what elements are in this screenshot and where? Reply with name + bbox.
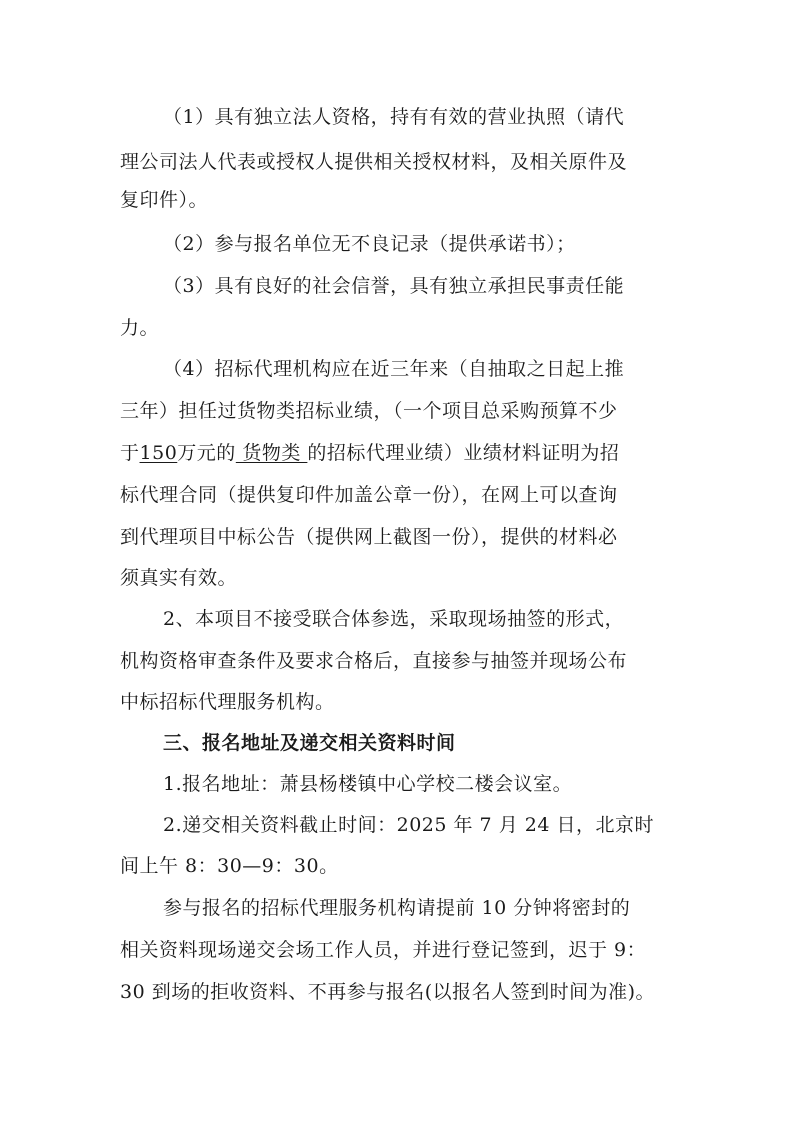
paragraph-3-line-1: （3）具有良好的社会信誉，具有独立承担民事责任能 [163, 275, 625, 297]
paragraph-4-line-5: 到代理项目中标公告（提供网上截图一份），提供的材料必 [120, 526, 618, 548]
notice-line-1: 参与报名的招标代理服务机构请提前 10 分钟将密封的 [163, 897, 631, 919]
paragraph-4-line-4: 标代理合同（提供复印件加盖公章一份），在网上可以查询 [120, 484, 618, 506]
paragraph-4-line-3 [120, 441, 619, 465]
paragraph-1-line-1: （1）具有独立法人资格，持有有效的营业执照（请代 [163, 106, 625, 128]
paragraph-3-line-2: 力。 [120, 317, 160, 339]
deadline-line-2: 间上午 8：30—9：30。 [120, 855, 339, 877]
mixed-line-unit: 万元的 [177, 442, 236, 464]
paragraph-5-line-1: 2、本项目不接受联合体参选，采取现场抽签的形式， [163, 608, 625, 630]
notice-line-2: 相关资料现场递交会场工作人员，并进行登记签到，迟于 9： [120, 939, 647, 961]
mixed-line-suffix: 的招标代理业绩）业绩材料证明为招 [307, 442, 620, 464]
paragraph-4-line-1: （4）招标代理机构应在近三年来（自抽取之日起上推 [163, 358, 625, 380]
category-underlined: 货物类 [235, 442, 308, 464]
mixed-line-prefix: 于 [120, 442, 140, 464]
address-line: 1.报名地址：萧县杨楼镇中心学校二楼会议室。 [163, 773, 573, 795]
paragraph-4-line-2: 三年）担任过货物类招标业绩，（一个项目总采购预算不少 [120, 400, 618, 422]
paragraph-1-line-3: 复印件）。 [120, 189, 209, 211]
paragraph-2-line-1: （2）参与报名单位无不良记录（提供承诺书）； [163, 233, 576, 255]
deadline-line-1: 2.递交相关资料截止时间：2025 年 7 月 24 日，北京时 [163, 814, 654, 836]
paragraph-5-line-2: 机构资格审查条件及要求合格后，直接参与抽签并现场公布 [120, 650, 628, 672]
paragraph-1-line-2: 理公司法人代表或授权人提供相关授权材料，及相关原件及 [120, 151, 628, 173]
paragraph-5-line-3: 中标招标代理服务机构。 [120, 691, 335, 713]
amount-underlined: 150 [139, 442, 178, 464]
notice-line-3: 30 到场的拒收资料、不再参与报名(以报名人签到时间为准)。 [120, 981, 656, 1003]
section-heading: 三、报名地址及递交相关资料时间 [163, 732, 456, 754]
paragraph-4-line-6: 须真实有效。 [120, 567, 238, 589]
